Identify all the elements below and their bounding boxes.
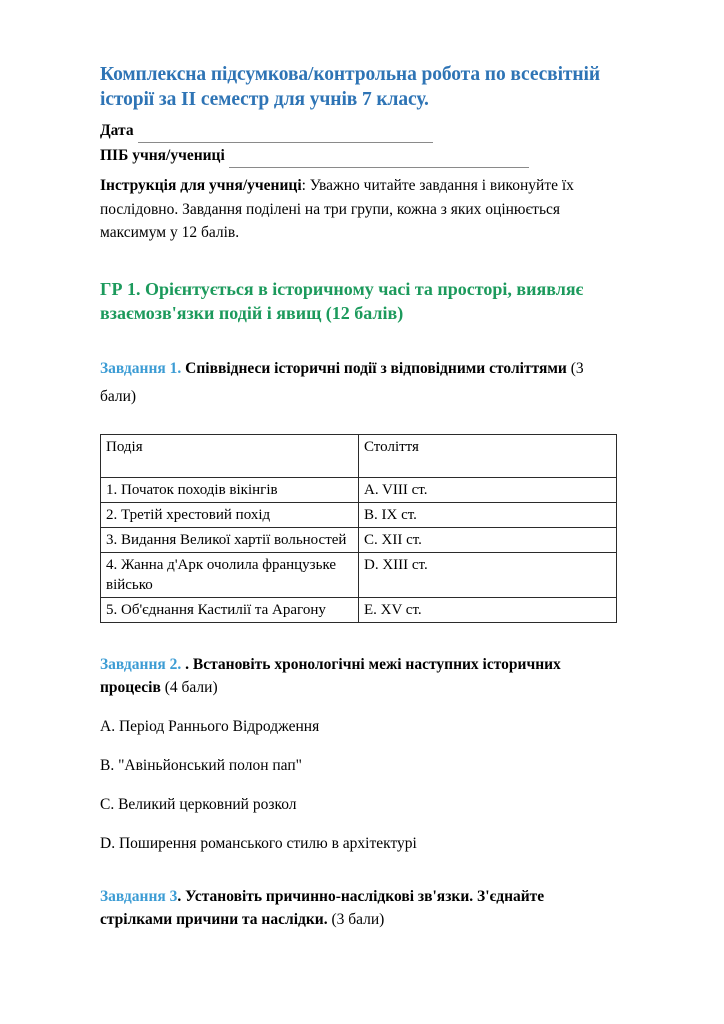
task-1-title: Співвіднеси історичні події з відповідними століттями bbox=[181, 359, 567, 377]
cell-event: 5. Об'єднання Кастилії та Арагону bbox=[101, 597, 359, 622]
task-1-heading bbox=[100, 355, 616, 411]
cell-century: A. VIII ст. bbox=[359, 477, 617, 502]
task-3-heading bbox=[100, 885, 616, 931]
task-3-number: Завдання 3 bbox=[100, 887, 178, 905]
column-header-century: Століття bbox=[359, 434, 617, 477]
table-row bbox=[101, 527, 617, 552]
task-2-option-b: B. "Авіньйонський полон пап" bbox=[100, 756, 302, 774]
instruction-paragraph bbox=[100, 174, 616, 245]
task-1-number: Завдання 1. bbox=[100, 359, 182, 377]
instruction-label: Інструкція для учня/учениці bbox=[100, 177, 302, 194]
table-row bbox=[101, 502, 617, 527]
task-2-option-d: D. Поширення романського стилю в архітектурі bbox=[100, 834, 417, 852]
task-3-title: . Установіть причинно-наслідкові зв'язки. З'єднайте стрілками причини та наслідки. bbox=[100, 887, 545, 928]
cell-event: 2. Третій хрестовий похід bbox=[101, 502, 359, 527]
student-name-field-row bbox=[100, 143, 616, 168]
document-content bbox=[100, 62, 616, 931]
cell-event: 3. Видання Великої хартії вольностей bbox=[101, 527, 359, 552]
cell-century: E. XV ст. bbox=[359, 597, 617, 622]
table-row bbox=[101, 477, 617, 502]
student-name-label: ПІБ учня/учениці bbox=[100, 147, 225, 164]
instruction-text: : Уважно читайте завдання і виконуйте їх послідовно. Завдання поділені на три групи, кожна з яких оцінюється максимум у 12 балів. bbox=[100, 177, 574, 241]
task-1-points: (3 бали) bbox=[100, 359, 584, 405]
cell-event: 4. Жанна д'Арк очолила французьке військо bbox=[101, 552, 359, 597]
cell-century: B. IX ст. bbox=[359, 502, 617, 527]
date-field-row bbox=[100, 118, 616, 143]
column-header-event: Подія bbox=[101, 434, 359, 477]
task-2-points: (4 бали) bbox=[160, 678, 218, 696]
page-title: Комплексна підсумкова/контрольна робота по всесвітній історії за ІІ семестр для учнів 7 класу. bbox=[100, 64, 600, 110]
task-1-match-table bbox=[100, 434, 617, 623]
student-name-input-rule[interactable] bbox=[229, 152, 529, 168]
task-2-option-a: A. Період Раннього Відродження bbox=[100, 717, 320, 735]
match-table-body bbox=[101, 434, 617, 622]
cell-century: C. XII ст. bbox=[359, 527, 617, 552]
task-3-points: (3 бали) bbox=[327, 910, 385, 928]
date-input-rule[interactable] bbox=[138, 127, 433, 143]
task-2-heading bbox=[100, 653, 616, 699]
task-2-number: Завдання 2. bbox=[100, 655, 182, 673]
cell-event: 1. Початок походів вікінгів bbox=[101, 477, 359, 502]
cell-century: D. XIII ст. bbox=[359, 552, 617, 597]
table-row bbox=[101, 552, 617, 597]
task-2-title: . Встановіть хронологічні межі наступних історичних процесів bbox=[100, 655, 561, 696]
task-2-option-c: C. Великий церковний розкол bbox=[100, 795, 297, 813]
table-row bbox=[101, 597, 617, 622]
group-1-heading: ГР 1. Орієнтується в історичному часі та просторі, виявляє взаємозв'язки подій і явищ (12 балів) bbox=[100, 278, 584, 323]
date-label: Дата bbox=[100, 122, 134, 139]
table-header-row bbox=[101, 434, 617, 477]
